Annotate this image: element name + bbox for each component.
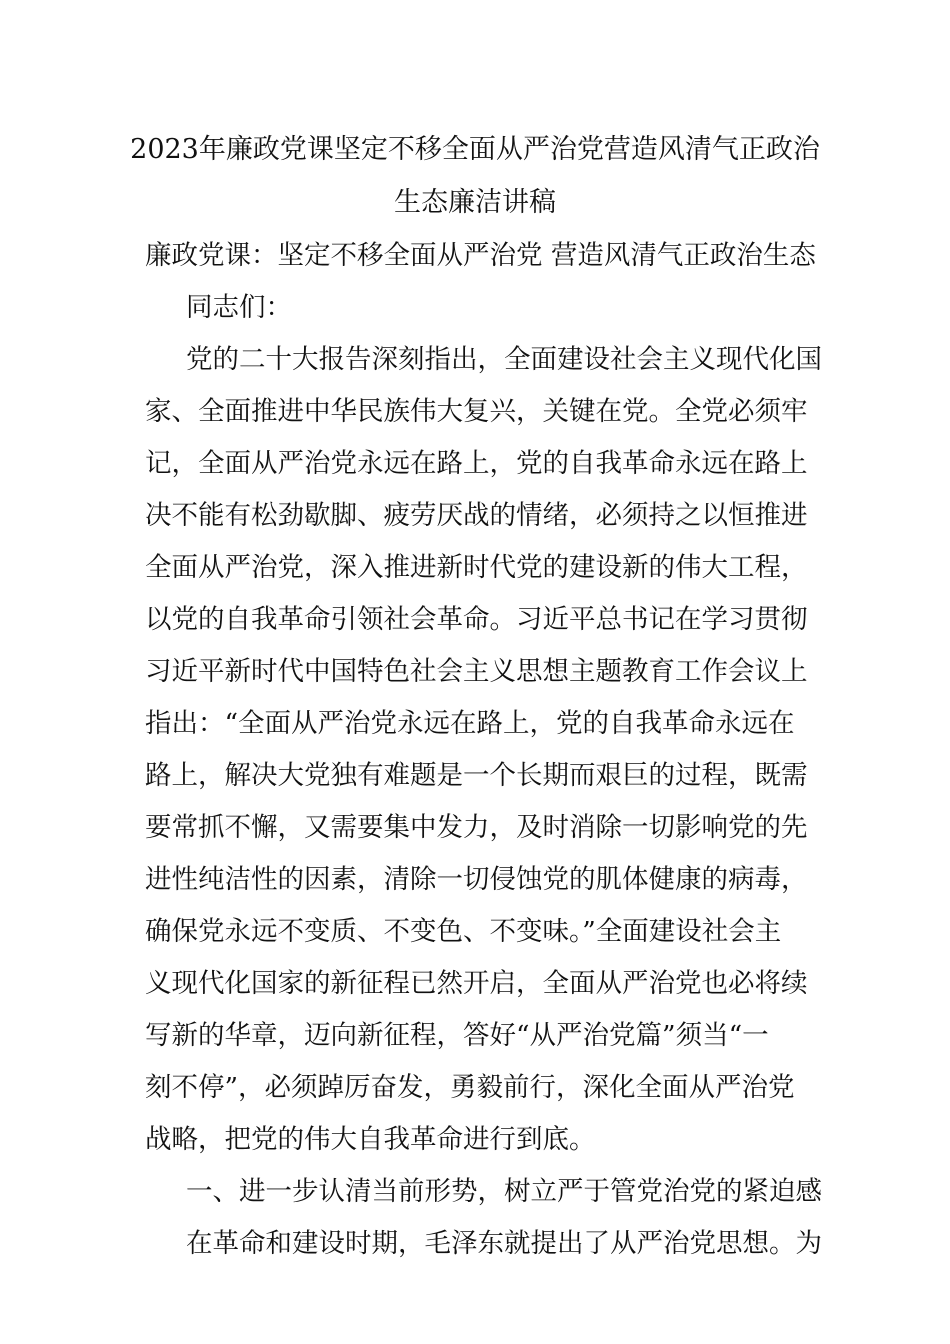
body-line: 习近平新时代中国特色社会主义思想主题教育工作会议上: [145, 656, 808, 687]
section-heading: 一、进一步认清当前形势，树立严于管党治党的紧迫感: [186, 1176, 822, 1207]
body-line: 在革命和建设时期，毛泽东就提出了从严治党思想。为: [186, 1228, 822, 1259]
body-line: 指出：“全面从严治党永远在路上，党的自我革命永远在: [145, 708, 795, 739]
body-line: 全面从严治党，深入推进新时代党的建设新的伟大工程，: [145, 552, 808, 583]
body-line: 家、全面推进中华民族伟大复兴，关键在党。全党必须牢: [145, 396, 808, 427]
body-line: 义现代化国家的新征程已然开启，全面从严治党也必将续: [145, 968, 808, 999]
body-line: 以党的自我革命引领社会革命。习近平总书记在学习贯彻: [145, 604, 808, 635]
salutation: 同志们：: [186, 292, 292, 323]
body-line: 进性纯洁性的因素，清除一切侵蚀党的肌体健康的病毒，: [145, 864, 808, 895]
body-line: 要常抓不懈，又需要集中发力，及时消除一切影响党的先: [145, 812, 808, 843]
body-line: 刻不停”，必须踔厉奋发，勇毅前行，深化全面从严治党: [145, 1072, 795, 1103]
document-title-line-1: 2023年廉政党课坚定不移全面从严治党营造风清气正政治: [130, 134, 820, 165]
body-line: 写新的华章，迈向新征程，答好“从严治党篇”须当“一: [145, 1020, 769, 1051]
body-line: 记，全面从严治党永远在路上，党的自我革命永远在路上: [145, 448, 808, 479]
body-line: 决不能有松劲歇脚、疲劳厌战的情绪，必须持之以恒推进: [145, 500, 808, 531]
document-title-line-2: 生态廉洁讲稿: [394, 187, 556, 218]
body-line: 战略，把党的伟大自我革命进行到底。: [145, 1124, 596, 1155]
body-line: 确保党永远不变质、不变色、不变味。”全面建设社会主: [145, 916, 782, 947]
body-line: 路上，解决大党独有难题是一个长期而艰巨的过程，既需: [145, 760, 808, 791]
body-line: 党的二十大报告深刻指出，全面建设社会主义现代化国: [186, 344, 822, 375]
document-subtitle: 廉政党课：坚定不移全面从严治党 营造风清气正政治生态: [145, 240, 816, 271]
